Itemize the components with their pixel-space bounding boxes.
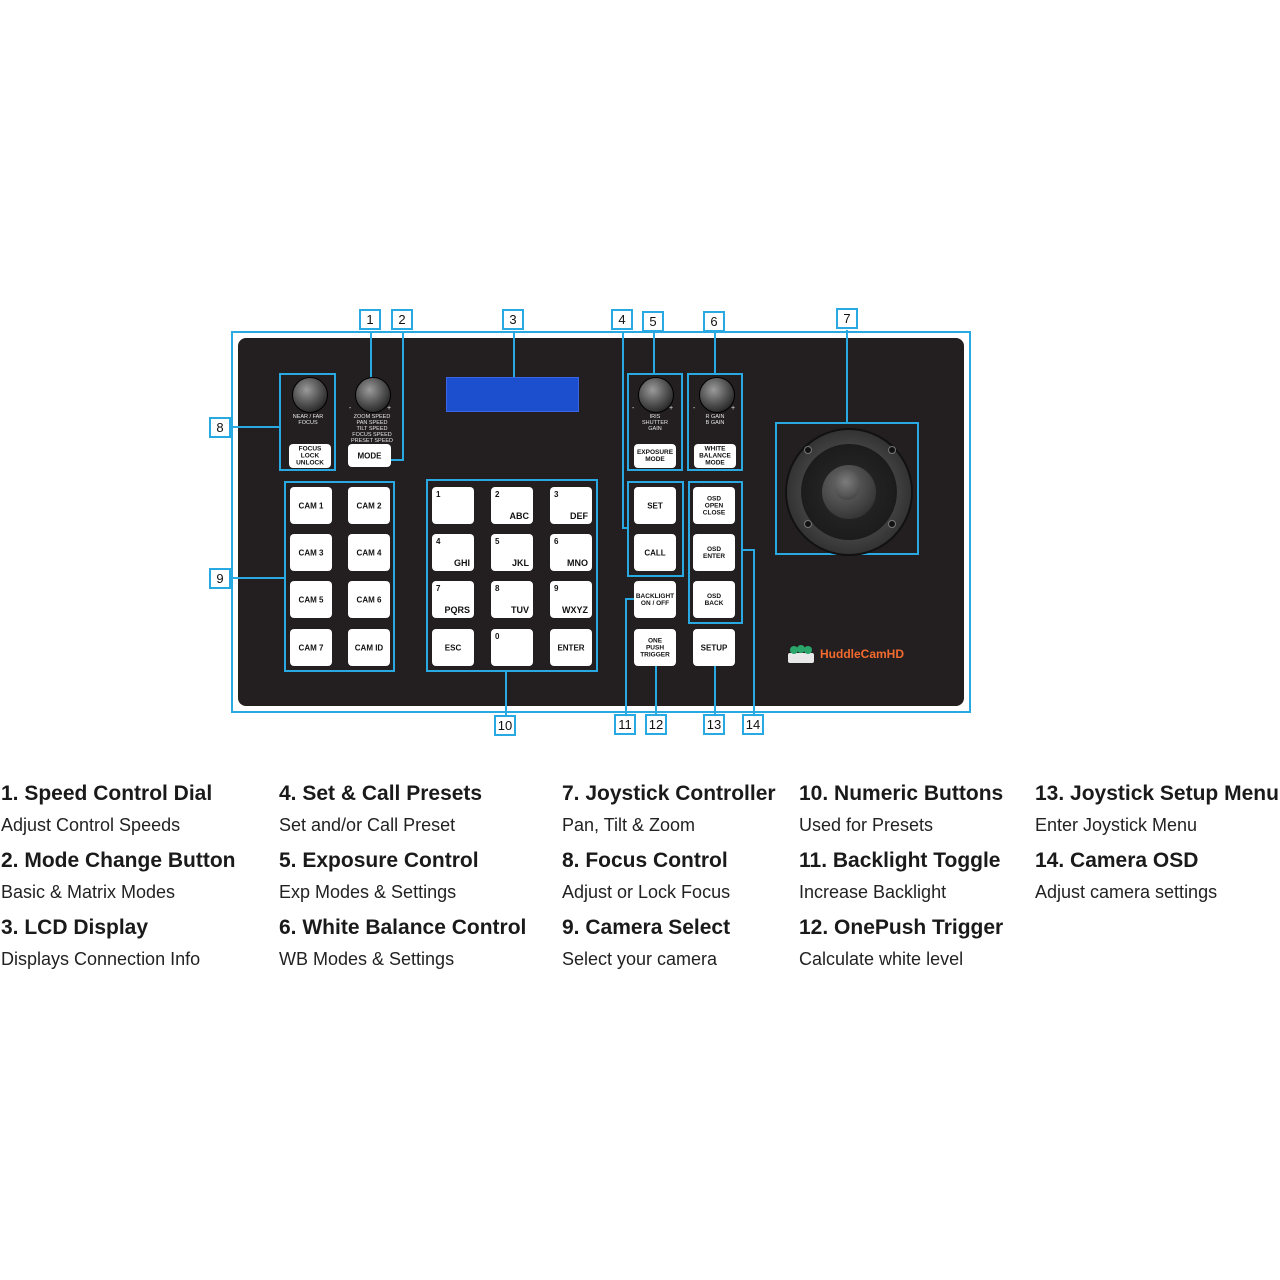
legend-desc: Adjust camera settings — [1035, 882, 1218, 902]
legend-title: 11. Backlight Toggle — [799, 849, 1001, 872]
speed-minus-label: - — [349, 405, 352, 412]
joystick-screw — [888, 520, 896, 528]
legend-desc: Enter Joystick Menu — [1035, 815, 1198, 835]
brand-logo — [786, 643, 904, 665]
num-8-button[interactable]: 8 TUV — [491, 581, 533, 618]
callout-line-12 — [655, 666, 657, 715]
callout-3: 3 — [502, 309, 524, 330]
legend-desc: WB Modes & Settings — [279, 949, 455, 969]
wb-plus-label: + — [731, 405, 736, 412]
legend-desc: Select your camera — [562, 949, 718, 969]
exposure-mode-button[interactable]: EXPOSURE MODE — [634, 444, 676, 468]
legend-title: 6. White Balance Control — [279, 916, 527, 939]
camera-logo-icon — [786, 643, 816, 665]
white-balance-mode-button[interactable]: WHITE BALANCE MODE — [694, 444, 736, 468]
num-3-button[interactable]: 3 DEF — [550, 487, 592, 524]
callout-13: 13 — [703, 714, 725, 735]
set-button[interactable]: SET — [634, 487, 676, 524]
legend-item — [799, 914, 1003, 981]
legend-title: 4. Set & Call Presets — [279, 782, 483, 805]
legend-item — [562, 914, 776, 981]
legend-item — [1035, 780, 1279, 847]
callout-12: 12 — [645, 714, 667, 735]
legend-item — [1, 780, 236, 847]
focus-knob[interactable] — [292, 377, 328, 413]
legend-title: 9. Camera Select — [562, 916, 731, 939]
callout-line-14 — [753, 549, 755, 715]
legend-item — [1, 914, 236, 981]
brand-name: HuddleCamHD — [820, 647, 905, 661]
legend-item — [1035, 847, 1279, 914]
focus-knob-caption: NEAR / FAR FOCUS — [292, 414, 324, 426]
callout-line-1 — [370, 331, 372, 377]
callout-14: 14 — [742, 714, 764, 735]
num-5-button[interactable]: 5 JKL — [491, 534, 533, 571]
callout-line-10 — [505, 671, 507, 715]
legend-column-5 — [1035, 780, 1279, 914]
num-0-button[interactable]: 0 — [491, 629, 533, 666]
legend-desc: Calculate white level — [799, 949, 964, 969]
callout-6: 6 — [703, 311, 725, 332]
legend-column-1 — [1, 780, 236, 981]
exposure-plus-label: + — [669, 405, 674, 412]
legend-desc: Pan, Tilt & Zoom — [562, 815, 696, 835]
legend-title: 14. Camera OSD — [1035, 849, 1199, 872]
cam-7-button[interactable]: CAM 7 — [290, 629, 332, 666]
legend-title: 12. OnePush Trigger — [799, 916, 1004, 939]
callout-line-3 — [513, 331, 515, 377]
callout-line-2 — [391, 459, 404, 461]
num-7-button[interactable]: 7 PQRS — [432, 581, 474, 618]
legend-desc: Exp Modes & Settings — [279, 882, 457, 902]
callout-line-2 — [402, 331, 404, 461]
callout-1: 1 — [359, 309, 381, 330]
cam-5-button[interactable]: CAM 5 — [290, 581, 332, 618]
mode-button[interactable]: MODE — [348, 444, 391, 467]
backlight-button[interactable]: BACKLIGHT ON / OFF — [634, 581, 676, 618]
legend-desc: Adjust or Lock Focus — [562, 882, 731, 902]
esc-button[interactable]: ESC — [432, 629, 474, 666]
num-9-button[interactable]: 9 WXYZ — [550, 581, 592, 618]
legend-title: 3. LCD Display — [1, 916, 149, 939]
callout-7: 7 — [836, 308, 858, 329]
legend-title: 5. Exposure Control — [279, 849, 479, 872]
callout-5: 5 — [642, 311, 664, 332]
callout-9: 9 — [209, 568, 231, 589]
legend-title: 2. Mode Change Button — [1, 849, 236, 872]
callout-line-14 — [743, 549, 755, 551]
num-4-button[interactable]: 4 GHI — [432, 534, 474, 571]
legend-item — [279, 780, 526, 847]
cam-4-button[interactable]: CAM 4 — [348, 534, 390, 571]
legend-title: 8. Focus Control — [562, 849, 728, 872]
callout-8: 8 — [209, 417, 231, 438]
callout-line-11 — [625, 598, 627, 715]
legend-item — [1, 847, 236, 914]
wb-minus-label: - — [693, 405, 696, 412]
joystick-cap — [834, 470, 860, 500]
legend-title: 1. Speed Control Dial — [1, 782, 213, 805]
legend-item — [799, 847, 1003, 914]
legend-item — [562, 847, 776, 914]
legend-desc: Used for Presets — [799, 815, 934, 835]
joystick-screw — [804, 446, 812, 454]
lcd-display — [446, 377, 579, 412]
callout-line-7 — [846, 330, 848, 423]
exposure-knob-caption: IRIS SHUTTER GAIN — [642, 414, 668, 432]
legend-desc: Set and/or Call Preset — [279, 815, 456, 835]
legend-column-3 — [562, 780, 776, 981]
enter-button[interactable]: ENTER — [550, 629, 592, 666]
exposure-minus-label: - — [632, 405, 635, 412]
callout-line-11 — [625, 598, 634, 600]
legend-desc: Increase Backlight — [799, 882, 947, 902]
legend-item — [279, 847, 526, 914]
cam-id-button[interactable]: CAM ID — [348, 629, 390, 666]
callout-line-6 — [714, 332, 716, 374]
legend-title: 10. Numeric Buttons — [799, 782, 1004, 805]
callout-line-4 — [622, 527, 629, 529]
num-6-button[interactable]: 6 MNO — [550, 534, 592, 571]
osd-back-button[interactable]: OSD BACK — [693, 581, 735, 618]
one-push-trigger-button[interactable]: ONE PUSH TRIGGER — [634, 629, 676, 666]
speed-dial-caption: ZOOM SPEED PAN SPEED TILT SPEED FOCUS SPEED PRESET SPEED — [350, 414, 394, 444]
legend-item — [799, 780, 1003, 847]
cam-6-button[interactable]: CAM 6 — [348, 581, 390, 618]
callout-line-8 — [231, 426, 280, 428]
legend-desc: Adjust Control Speeds — [1, 815, 181, 835]
callout-line-9 — [231, 577, 285, 579]
white-balance-knob[interactable] — [699, 377, 735, 413]
legend-column-4 — [799, 780, 1003, 981]
callout-11: 11 — [614, 714, 636, 735]
legend-column-2 — [279, 780, 526, 981]
cam-1-button[interactable]: CAM 1 — [290, 487, 332, 524]
cam-3-button[interactable]: CAM 3 — [290, 534, 332, 571]
legend-title: 13. Joystick Setup Menu — [1035, 782, 1279, 805]
osd-open-close-button[interactable]: OSD OPEN CLOSE — [693, 487, 735, 524]
speed-control-dial[interactable] — [355, 377, 391, 413]
legend-desc: Basic & Matrix Modes — [1, 882, 176, 902]
osd-enter-button[interactable]: OSD ENTER — [693, 534, 735, 571]
num-2-button[interactable]: 2 ABC — [491, 487, 533, 524]
cam-2-button[interactable]: CAM 2 — [348, 487, 390, 524]
focus-lock-button[interactable]: FOCUS LOCK UNLOCK — [289, 444, 331, 468]
call-button[interactable]: CALL — [634, 534, 676, 571]
callout-line-4 — [622, 331, 624, 529]
callout-4: 4 — [611, 309, 633, 330]
legend-item — [279, 914, 526, 981]
callout-line-5 — [653, 332, 655, 374]
callout-10: 10 — [494, 715, 516, 736]
legend-item — [562, 780, 776, 847]
setup-button[interactable]: SETUP — [693, 629, 735, 666]
legend-desc: Displays Connection Info — [1, 949, 201, 969]
legend-title: 7. Joystick Controller — [562, 782, 776, 805]
white-balance-knob-caption: R GAIN B GAIN — [705, 414, 725, 426]
callout-2: 2 — [391, 309, 413, 330]
speed-plus-label: + — [387, 405, 392, 412]
callout-line-13 — [714, 666, 716, 715]
num-1-button[interactable]: 1 — [432, 487, 474, 524]
joystick-screw — [888, 446, 896, 454]
